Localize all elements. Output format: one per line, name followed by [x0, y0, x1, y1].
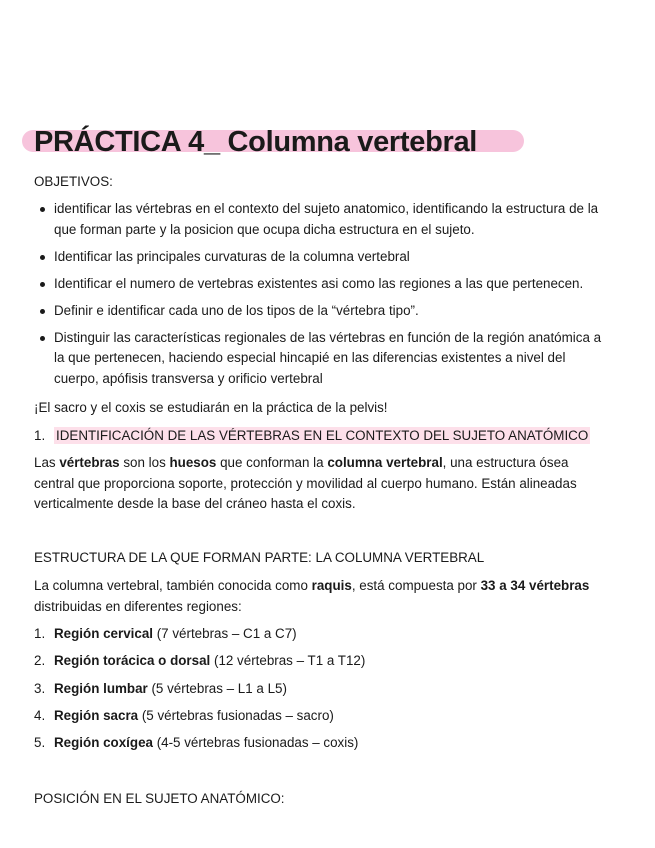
- title-block: [22, 126, 626, 166]
- list-item: Distinguir las características regionales de las vértebras en función de la región anatómica a la que pertenecen, haciendo especial hincapié en las diferencias existentes a nivel del cuerpo, apófisis transversa y orificio vertebral: [34, 328, 609, 390]
- bullet-icon: [40, 255, 45, 260]
- objectives-list: [34, 199, 609, 396]
- section-number: 1.: [34, 428, 46, 443]
- pelvis-note: ¡El sacro y el coxis se estudiarán en la práctica de la pelvis!: [34, 400, 388, 415]
- list-item: 2. Región torácica o dorsal (12 vértebras – T1 a T12): [34, 653, 366, 669]
- bullet-icon: [40, 309, 45, 314]
- structure-paragraph: La columna vertebral, también conocida como raquis, está compuesta por 33 a 34 vértebras distribuidas en diferentes regiones:: [34, 578, 590, 614]
- bullet-icon: [40, 282, 45, 287]
- list-item: 1. Región cervical (7 vértebras – C1 a C7): [34, 626, 297, 641]
- position-heading: POSICIÓN EN EL SUJETO ANATÓMICO:: [34, 791, 285, 806]
- list-item: Identificar el numero de vertebras existentes asi como las regiones a las que pertenecen.: [34, 274, 609, 295]
- objectives-heading: OBJETIVOS:: [34, 174, 113, 189]
- section-heading-text: IDENTIFICACIÓN DE LAS VÉRTEBRAS EN EL CONTEXTO DEL SUJETO ANATÓMICO: [56, 428, 589, 443]
- page-title: PRÁCTICA 4_ Columna vertebral: [34, 126, 478, 158]
- bullet-icon: [40, 207, 45, 212]
- list-item: 5. Región coxígea (4-5 vértebras fusionadas – coxis): [34, 735, 359, 751]
- structure-heading: ESTRUCTURA DE LA QUE FORMAN PARTE: LA COLUMNA VERTEBRAL: [34, 550, 485, 565]
- regions-list: [34, 624, 365, 760]
- list-item: Definir e identificar cada uno de los tipos de la “vértebra tipo”.: [34, 301, 609, 322]
- list-item: 3. Región lumbar (5 vértebras – L1 a L5): [34, 680, 287, 696]
- list-item: identificar las vértebras en el contexto del sujeto anatomico, identificando la estructura de la que forman parte y la posicion que ocupa dicha estructura en el sujeto.: [34, 199, 609, 240]
- list-item: 4. Región sacra (5 vértebras fusionadas – sacro): [34, 707, 334, 723]
- list-item: Identificar las principales curvaturas de la columna vertebral: [34, 247, 609, 268]
- vertebrae-paragraph: Las vértebras son los huesos que conforman la columna vertebral, una estructura ósea central que proporciona soporte, protección y movilidad al cuerpo humano. Están alineadas verticalmente desde la base del cráneo hasta el coxis.: [34, 455, 577, 511]
- section-1-heading: [34, 426, 590, 446]
- bullet-icon: [40, 336, 45, 341]
